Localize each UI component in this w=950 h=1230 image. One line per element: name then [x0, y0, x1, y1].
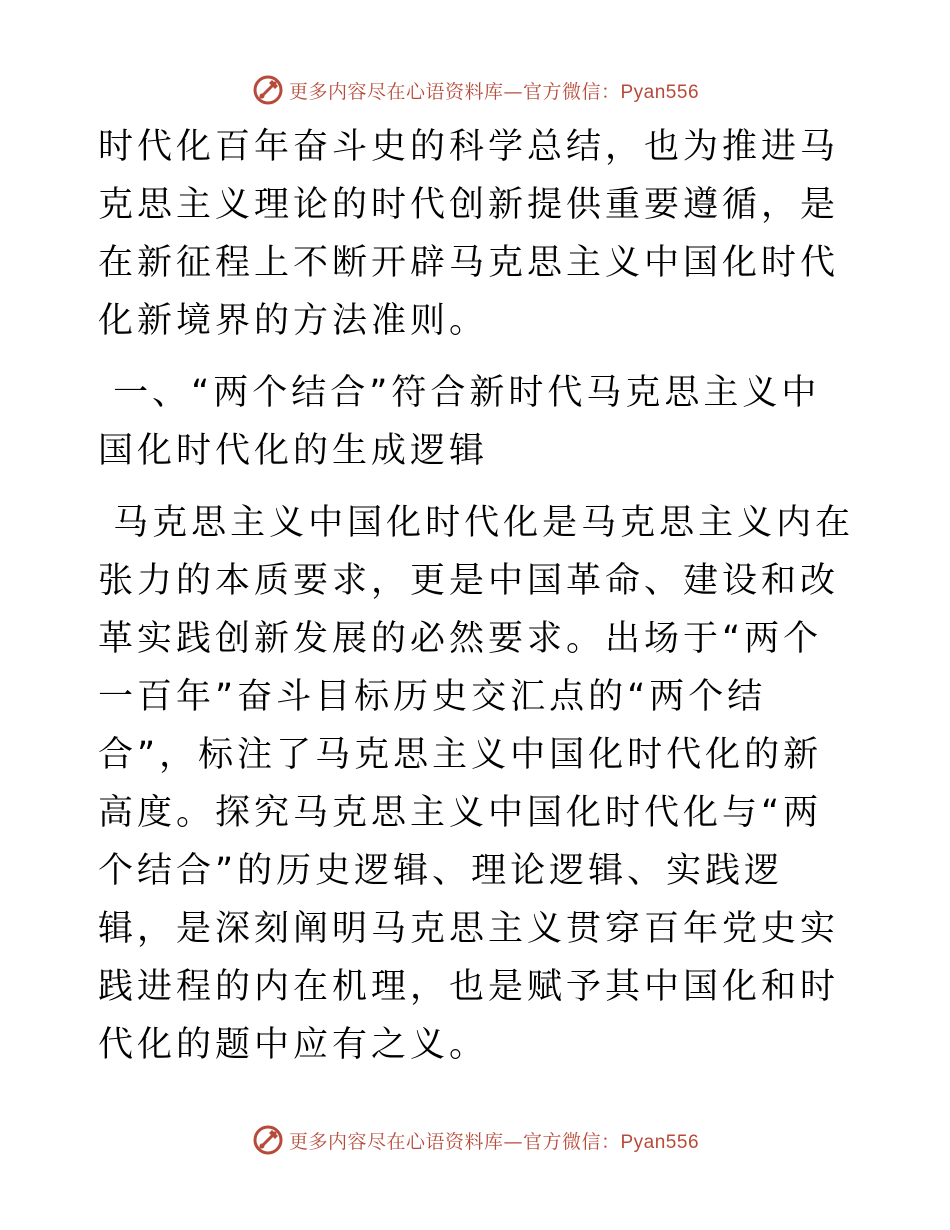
- footer-banner: [0, 1120, 950, 1160]
- footer-banner-text: 更多内容尽在心语资料库—官方微信：Pyan556: [288, 1130, 700, 1153]
- footer-wechat-id: Pyan556: [620, 1131, 700, 1153]
- header-banner: [0, 70, 950, 110]
- header-banner-text: 更多内容尽在心语资料库—官方微信：Pyan556: [288, 80, 700, 103]
- pen-circle-logo-icon: [251, 1123, 285, 1157]
- section-heading: 一、“两个结合”符合新时代马克思主义中国化时代化的生成逻辑: [98, 373, 821, 471]
- pen-circle-logo-icon: [251, 73, 285, 107]
- body-paragraph-1: 时代化百年奋斗史的科学总结，也为推进马克思主义理论的时代创新提供重要遵循，是在新征程上不断开辟马克思主义中国化时代化新境界的方法准则。: [98, 127, 840, 341]
- header-wechat-id: Pyan556: [620, 81, 700, 103]
- document-body: [98, 118, 858, 1074]
- body-paragraph-2: 马克思主义中国化时代化是马克思主义内在张力的本质要求，更是中国革命、建设和改革实践创新发展的必然要求。出场于“两个一百年”奋斗目标历史交汇点的“两个结合”，标注了马克思主义中国化时代化的新高度。探究马克思主义中国化时代化与“两个结合”的历史逻辑、理论逻辑、实践逻辑，是深刻阐明马克思主义贯穿百年党史实践进程的内在机理，也是赋予其中国化和时代化的题中应有之义。: [98, 503, 855, 1065]
